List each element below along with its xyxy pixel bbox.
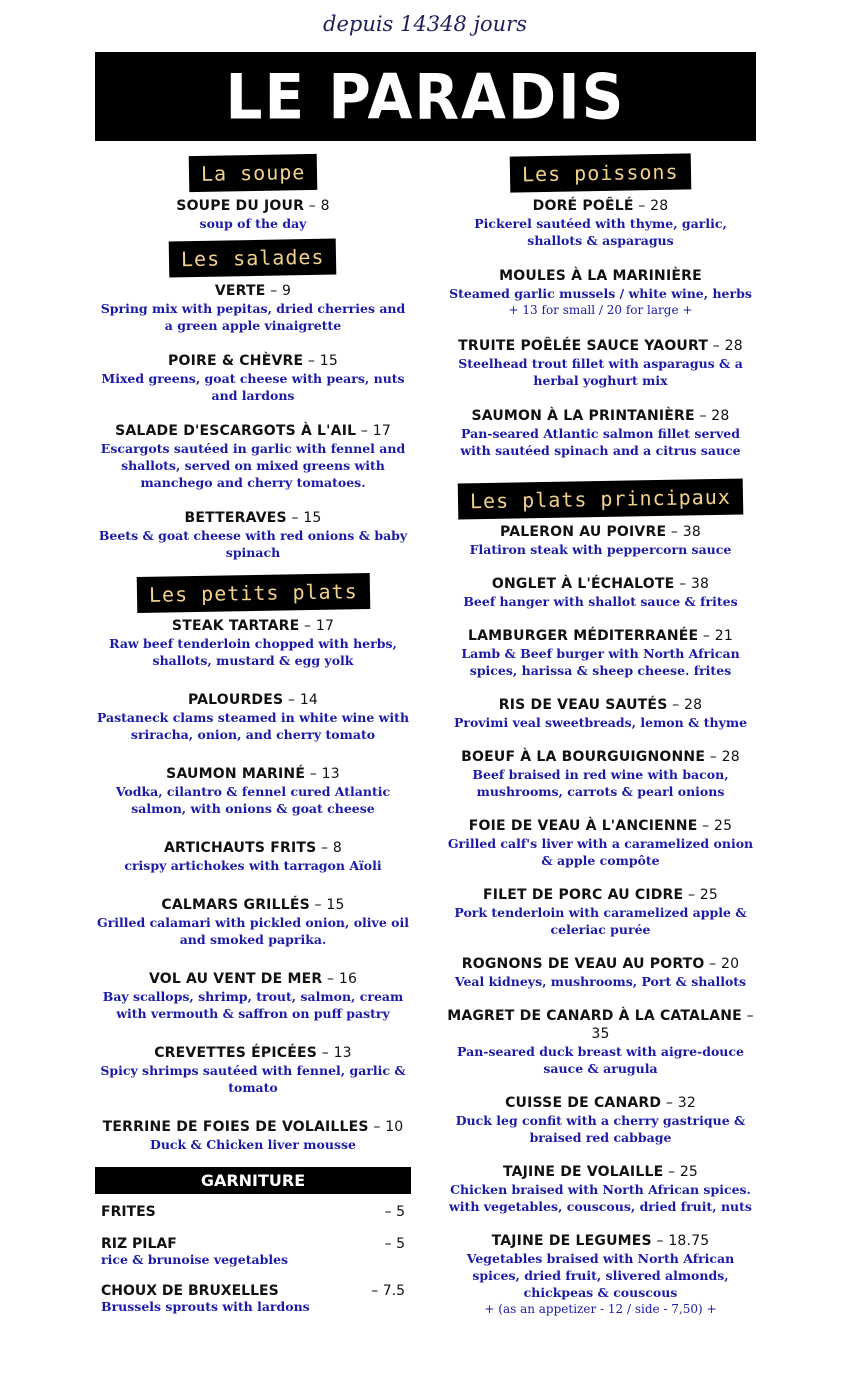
side-name: FRITES bbox=[101, 1204, 156, 1220]
dish-price: – 25 bbox=[663, 1164, 699, 1180]
dish-name: VERTE bbox=[214, 283, 266, 299]
menu-item bbox=[445, 1232, 756, 1318]
dish-name: SAUMON À LA PRINTANIÈRE bbox=[471, 408, 695, 424]
dish-price: – 32 bbox=[661, 1095, 696, 1111]
item-name bbox=[445, 748, 756, 766]
item-name bbox=[445, 696, 756, 714]
dish-description: Bay scallops, shrimp, trout, salmon, cream with vermouth & saffron on puff pastry bbox=[102, 989, 404, 1021]
dish-price: – 15 bbox=[303, 353, 338, 369]
menu-item bbox=[95, 617, 411, 669]
menu-item bbox=[445, 886, 756, 938]
item-name bbox=[95, 896, 411, 914]
dish-description: Flatiron steak with peppercorn sauce bbox=[469, 542, 732, 557]
menu-item bbox=[445, 627, 756, 679]
section-poissons bbox=[445, 155, 756, 459]
menu-item bbox=[445, 407, 756, 459]
side-name: CHOUX DE BRUXELLES bbox=[101, 1283, 279, 1299]
dish-description: Vodka, cilantro & fennel cured Atlantic salmon, with onions & goat cheese bbox=[115, 784, 391, 816]
section-petits-plats bbox=[95, 575, 411, 1153]
garniture-heading: GARNITURE bbox=[95, 1167, 411, 1194]
dish-description: Steamed garlic mussels / white wine, herbs bbox=[449, 286, 752, 301]
dish-name: FOIE DE VEAU À L'ANCIENNE bbox=[468, 818, 698, 834]
dish-name: TRUITE POÊLÉE SAUCE YAOURT bbox=[458, 338, 709, 354]
dish-price: – 25 bbox=[697, 818, 733, 834]
dish-price: – 15 bbox=[309, 897, 345, 913]
dish-price: – 15 bbox=[286, 510, 322, 526]
section-label: Les poissons bbox=[510, 153, 691, 192]
item-name bbox=[445, 407, 756, 425]
item-name bbox=[445, 575, 756, 593]
dish-name: ROGNONS DE VEAU AU PORTO bbox=[461, 956, 705, 972]
dish-name: MOULES À LA MARINIÈRE bbox=[499, 268, 702, 284]
dish-price: – 38 bbox=[674, 576, 710, 592]
side-description: Brussels sprouts with lardons bbox=[101, 1299, 310, 1314]
dish-price: – 38 bbox=[666, 524, 701, 540]
dish-price: – 8 bbox=[316, 840, 342, 856]
garniture-item bbox=[95, 1204, 411, 1220]
dish-description: Vegetables braised with North African spices, dried fruit, slivered almonds, chickpeas & couscous bbox=[466, 1251, 735, 1300]
section-heading bbox=[95, 575, 411, 611]
dish-name: CUISSE DE CANARD bbox=[505, 1095, 662, 1111]
dish-price: – 28 bbox=[705, 749, 740, 765]
dish-price: – 28 bbox=[708, 338, 743, 354]
garniture-row bbox=[95, 1283, 411, 1299]
dish-description: Grilled calf's liver with a caramelized onion & apple compôte bbox=[447, 836, 754, 868]
menu-item bbox=[445, 575, 756, 610]
section-plats-principaux bbox=[445, 481, 756, 1318]
dish-name: SOUPE DU JOUR bbox=[176, 198, 305, 214]
item-name bbox=[445, 523, 756, 541]
dish-description: Spring mix with pepitas, dried cherries and a green apple vinaigrette bbox=[100, 301, 406, 333]
dish-description: Provimi veal sweetbreads, lemon & thyme bbox=[453, 715, 748, 730]
menu-item bbox=[95, 1118, 411, 1153]
side-description: rice & brunoise vegetables bbox=[101, 1252, 289, 1267]
restaurant-title: LE PARADIS bbox=[225, 59, 626, 134]
dish-price: – 17 bbox=[299, 618, 335, 634]
garniture-list bbox=[95, 1204, 411, 1314]
item-name bbox=[95, 509, 411, 527]
dish-name: PALOURDES bbox=[187, 692, 284, 708]
item-name bbox=[95, 282, 411, 300]
menu-item bbox=[445, 523, 756, 558]
menu-item bbox=[95, 896, 411, 948]
menu-item bbox=[95, 352, 411, 404]
item-name bbox=[95, 1118, 411, 1136]
dish-description: Steelhead trout fillet with asparagus & a herbal yoghurt mix bbox=[458, 356, 743, 388]
section-heading bbox=[95, 155, 411, 191]
menu-item bbox=[95, 422, 411, 491]
item-name bbox=[445, 955, 756, 973]
dish-description: Pickerel sautéed with thyme, garlic, shallots & asparagus bbox=[474, 216, 727, 248]
item-name bbox=[95, 765, 411, 783]
garniture-item bbox=[95, 1283, 411, 1314]
dish-price: – 28 bbox=[667, 697, 703, 713]
item-name bbox=[445, 197, 756, 215]
item-name bbox=[95, 422, 411, 440]
dish-description: soup of the day bbox=[199, 216, 307, 231]
menu-item bbox=[445, 696, 756, 731]
dish-price: – 18.75 bbox=[651, 1233, 710, 1249]
dish-name: STEAK TARTARE bbox=[171, 618, 300, 634]
menu-item bbox=[445, 817, 756, 869]
side-price: – 7.5 bbox=[371, 1283, 405, 1299]
dish-description: Beef braised in red wine with bacon, mushrooms, carrots & pearl onions bbox=[472, 767, 729, 799]
dish-description: Escargots sautéed in garlic with fennel and shallots, served on mixed greens with manchego and cherry tomatoes. bbox=[100, 441, 406, 490]
dish-description: Lamb & Beef burger with North African spices, harissa & sheep cheese. frites bbox=[461, 646, 740, 678]
menu-item bbox=[95, 765, 411, 817]
dish-price: – 14 bbox=[283, 692, 319, 708]
dish-name: LAMBURGER MÉDITERRANÉE bbox=[467, 628, 699, 644]
side-price: – 5 bbox=[384, 1204, 405, 1220]
dish-description: Beef hanger with shallot sauce & frites bbox=[463, 594, 738, 609]
section-garniture bbox=[95, 1167, 411, 1314]
item-name bbox=[445, 1007, 756, 1043]
menu-item bbox=[445, 337, 756, 389]
dish-description: Veal kidneys, mushrooms, Port & shallots bbox=[454, 974, 747, 989]
dish-description: Spicy shrimps sautéed with fennel, garlic & tomato bbox=[100, 1063, 406, 1095]
garniture-row bbox=[95, 1204, 411, 1220]
dish-price: – 25 bbox=[683, 887, 719, 903]
dish-description: Duck leg confit with a cherry gastrique & braised red cabbage bbox=[455, 1113, 746, 1145]
menu-item bbox=[95, 970, 411, 1022]
garniture-row bbox=[95, 1236, 411, 1252]
dish-description: Duck & Chicken liver mousse bbox=[150, 1137, 356, 1152]
dish-name: SALADE D'ESCARGOTS À L'AIL bbox=[115, 423, 357, 439]
dish-name: SAUMON MARINÉ bbox=[166, 766, 306, 782]
dish-name: DORÉ POÊLÉ bbox=[532, 198, 634, 214]
dish-name: TERRINE DE FOIES DE VOLAILLES bbox=[102, 1119, 369, 1135]
section-label: Les petits plats bbox=[136, 573, 369, 613]
menu-item bbox=[95, 1044, 411, 1096]
dish-description: Pan-seared duck breast with aigre-douce sauce & arugula bbox=[457, 1044, 744, 1076]
dish-description: Chicken braised with North African spices. with vegetables, couscous, dried fruit, nuts bbox=[449, 1182, 752, 1214]
menu-item bbox=[445, 267, 756, 319]
left-column bbox=[95, 155, 411, 1314]
item-name bbox=[95, 352, 411, 370]
item-name bbox=[445, 1163, 756, 1181]
item-name bbox=[445, 267, 756, 285]
section-heading bbox=[95, 240, 411, 276]
dish-name: CREVETTES ÉPICÉES bbox=[154, 1045, 318, 1061]
menu-item bbox=[445, 1007, 756, 1077]
dish-name: POIRE & CHÈVRE bbox=[168, 353, 304, 369]
menu-item bbox=[445, 1163, 756, 1215]
dish-name: MAGRET DE CANARD À LA CATALANE bbox=[447, 1008, 742, 1024]
dish-name: BOEUF À LA BOURGUIGNONNE bbox=[461, 749, 706, 765]
dish-price: – 10 bbox=[368, 1119, 404, 1135]
menu-item bbox=[95, 509, 411, 561]
dish-name: TAJINE DE LEGUMES bbox=[491, 1233, 652, 1249]
item-name bbox=[95, 197, 411, 215]
dish-name: VOL AU VENT DE MER bbox=[148, 971, 323, 987]
dish-price: – 17 bbox=[356, 423, 391, 439]
dish-description: Beets & goat cheese with red onions & baby spinach bbox=[98, 528, 408, 560]
menu-item bbox=[445, 197, 756, 249]
item-name bbox=[95, 1044, 411, 1062]
item-name bbox=[95, 691, 411, 709]
dish-description: Mixed greens, goat cheese with pears, nuts and lardons bbox=[101, 371, 405, 403]
menu-item bbox=[95, 282, 411, 334]
section-heading bbox=[445, 155, 756, 191]
item-name bbox=[445, 1094, 756, 1112]
item-name bbox=[445, 627, 756, 645]
title-banner bbox=[95, 52, 756, 141]
dish-description: Pastaneck clams steamed in white wine with sriracha, onion, and cherry tomato bbox=[96, 710, 410, 742]
dish-price: – 28 bbox=[694, 408, 730, 424]
dish-price: – 20 bbox=[704, 956, 740, 972]
dish-description: Pork tenderloin with caramelized apple & celeriac purée bbox=[454, 905, 747, 937]
tagline: depuis 14348 jours bbox=[323, 12, 527, 36]
menu-item bbox=[95, 839, 411, 874]
dish-price: – 28 bbox=[633, 198, 669, 214]
dish-name: BETTERAVES bbox=[184, 510, 287, 526]
menu-item bbox=[445, 748, 756, 800]
item-name bbox=[95, 617, 411, 635]
dish-price: – 13 bbox=[317, 1045, 352, 1061]
item-name bbox=[445, 886, 756, 904]
dish-price: – 16 bbox=[322, 971, 358, 987]
garniture-item bbox=[95, 1236, 411, 1267]
menu-item bbox=[95, 691, 411, 743]
dish-price: – 9 bbox=[265, 283, 292, 299]
dish-name: ARTICHAUTS FRITS bbox=[163, 840, 317, 856]
item-name bbox=[445, 817, 756, 835]
dish-name: FILET DE PORC AU CIDRE bbox=[482, 887, 684, 903]
dish-price: – 35 bbox=[591, 1008, 754, 1042]
section-label: Les salades bbox=[169, 239, 337, 278]
section-soupe bbox=[95, 155, 411, 232]
dish-description: Grilled calamari with pickled onion, olive oil and smoked paprika. bbox=[97, 915, 409, 947]
item-name bbox=[95, 970, 411, 988]
dish-price: – 13 bbox=[305, 766, 340, 782]
section-heading bbox=[445, 481, 756, 517]
dish-description: crispy artichokes with tarragon Aïoli bbox=[124, 858, 382, 873]
dish-note: + (as an appetizer - 12 / side - 7,50) + bbox=[484, 1302, 717, 1316]
dish-name: TAJINE DE VOLAILLE bbox=[502, 1164, 664, 1180]
dish-description: Pan-seared Atlantic salmon fillet served with sautéed spinach and a citrus sauce bbox=[460, 426, 741, 458]
section-salades bbox=[95, 240, 411, 561]
dish-note: + 13 for small / 20 for large + bbox=[508, 303, 693, 317]
menu-item bbox=[445, 1094, 756, 1146]
item-name bbox=[445, 1232, 756, 1250]
dish-name: ONGLET À L'ÉCHALOTE bbox=[491, 576, 675, 592]
menu-item bbox=[95, 197, 411, 232]
side-name: RIZ PILAF bbox=[101, 1236, 177, 1252]
section-label: Les plats principaux bbox=[458, 479, 743, 520]
item-name bbox=[445, 337, 756, 355]
dish-price: – 21 bbox=[698, 628, 733, 644]
dish-name: PALERON AU POIVRE bbox=[500, 524, 667, 540]
menu-item bbox=[445, 955, 756, 990]
section-label: La soupe bbox=[189, 154, 318, 192]
dish-name: CALMARS GRILLÉS bbox=[161, 897, 310, 913]
dish-name: RIS DE VEAU SAUTÉS bbox=[498, 697, 668, 713]
dish-price: – 8 bbox=[304, 198, 330, 214]
side-price: – 5 bbox=[384, 1236, 405, 1252]
item-name bbox=[95, 839, 411, 857]
dish-description: Raw beef tenderloin chopped with herbs, shallots, mustard & egg yolk bbox=[109, 636, 397, 668]
right-column bbox=[445, 155, 756, 1318]
